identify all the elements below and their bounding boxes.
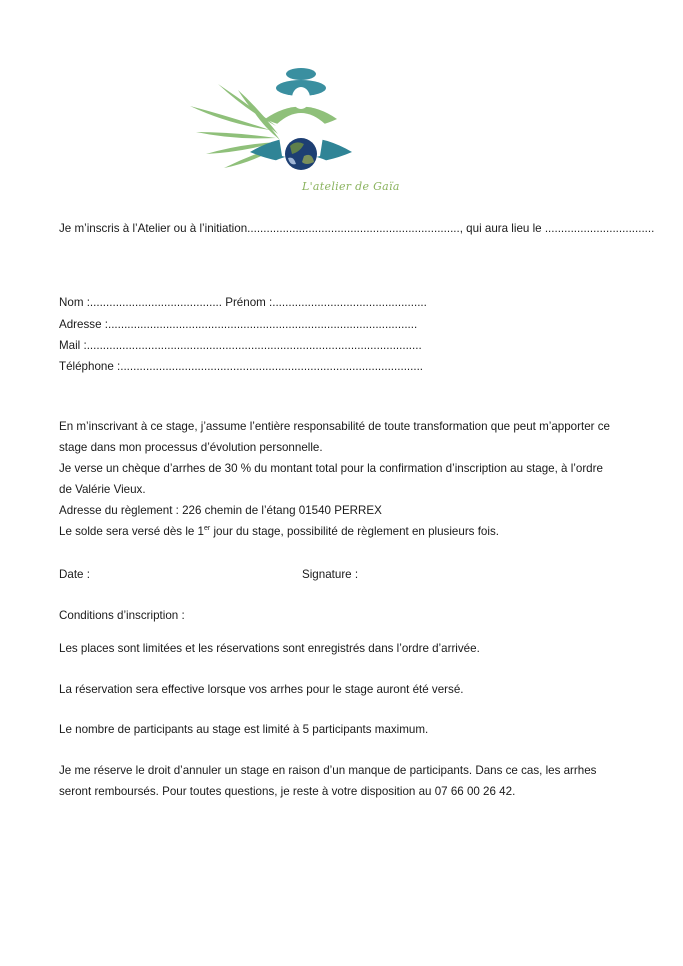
condition-item: Les places sont limitées et les réservations sont enregistrés dans l’ordre d’arrivée. xyxy=(59,642,480,655)
balance-text-rest: jour du stage, possibilité de règlement en plusieurs fois. xyxy=(210,525,499,538)
nom-prenom-field: Nom :......................................... Prénom :................................................ xyxy=(59,296,427,309)
commitment-line: stage dans mon processus d’évolution personnelle. xyxy=(59,441,323,454)
telephone-field: Téléphone :.............................................................................................. xyxy=(59,360,424,373)
condition-line: seront remboursés. Pour toutes questions, je reste à votre disposition au 07 66 00 26 42. xyxy=(59,785,516,798)
date-label: Date : xyxy=(59,568,90,581)
commitment-line: Je verse un chèque d’arrhes de 30 % du montant total pour la confirmation d’inscription au stage, à l’ordre xyxy=(59,462,603,475)
mail-field: Mail :........................................................................................................ xyxy=(59,339,422,352)
signature-label: Signature : xyxy=(302,568,359,581)
meditation-figure-logo-icon xyxy=(188,64,403,198)
commitment-line: de Valérie Vieux. xyxy=(59,483,146,496)
cancellation-paragraph xyxy=(59,760,634,802)
commitment-line: Adresse du règlement : 226 chemin de l’étang 01540 PERREX xyxy=(59,504,382,517)
balance-text: Le solde sera versé dès le 1 xyxy=(59,525,205,538)
commitment-paragraph xyxy=(59,416,634,542)
condition-item: Le nombre de participants au stage est limité à 5 participants maximum. xyxy=(59,723,429,736)
adresse-field: Adresse :................................................................................................ xyxy=(59,318,418,331)
conditions-title: Conditions d’inscription : xyxy=(59,609,185,622)
intro-line: Je m’inscris à l’Atelier ou à l’initiation.................................................................., qui aura lieu le .................................. xyxy=(59,222,655,235)
condition-item: La réservation sera effective lorsque vos arrhes pour le stage auront été versé. xyxy=(59,683,464,696)
logo-text: L'atelier de Gaïa xyxy=(302,180,400,193)
logo xyxy=(188,64,403,198)
commitment-line xyxy=(59,521,634,542)
commitment-line: En m’inscrivant à ce stage, j’assume l’entière responsabilité de toute transformation que peut m’apporter ce xyxy=(59,420,610,433)
condition-line: Je me réserve le droit d’annuler un stage en raison d’un manque de participants. Dans ce cas, les arrhes xyxy=(59,764,597,777)
ordinal-sup: er xyxy=(204,525,211,533)
